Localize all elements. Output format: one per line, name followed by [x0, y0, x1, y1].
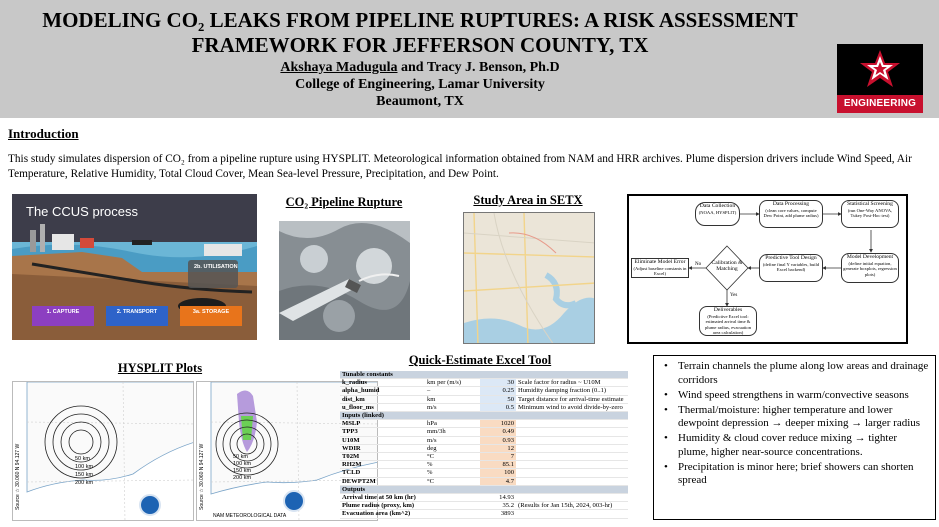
table-row: MSLP hPa 1020 — [340, 420, 628, 428]
inputs-header-row: Inputs (linked) — [340, 412, 628, 420]
table-row: alpha_humid – 0.25 Humidity damping fraction (0..1) — [340, 387, 628, 395]
ring-label-200-right: 200 km — [233, 475, 252, 481]
flow-node-data-processing: Data Processing (clean core values, compute Dew Point, add plume radius) — [759, 200, 823, 228]
flow-node-deliverables: Deliverables (Predictive Excel tool: estimated arrival time & plume radius, evacuation area calculation) — [699, 306, 757, 336]
star-icon — [857, 48, 903, 90]
flow-node-calibration: Calibration & Matching — [711, 260, 743, 272]
poster-header — [0, 0, 939, 118]
ccus-storage-box: 3a. STORAGE — [180, 306, 242, 326]
table-row: T02M °C 7 — [340, 453, 628, 461]
ring-label-100: 100 km — [75, 464, 94, 470]
results-note: (Results for Jan 15th, 2024, 003-hr) — [516, 502, 628, 510]
flow-node-data-collection: Data Collection (NOAA, HYSPLIT) — [695, 202, 740, 226]
table-row: dist_km km 50 Target distance for arrival-time estimate — [340, 395, 628, 403]
table-row: U10M m/s 0.93 — [340, 436, 628, 444]
ring-label-100-right: 100 km — [233, 461, 252, 467]
table-row: WDIR deg 12 — [340, 444, 628, 452]
rupture-image — [279, 221, 410, 340]
methodology-flowchart — [627, 194, 908, 344]
university-logo — [837, 44, 923, 113]
pipeline-heading: CO₂ Pipeline Rupture — [285, 195, 403, 209]
study-area-heading: Study Area in SETX — [473, 193, 583, 207]
excel-tool-table — [340, 371, 628, 519]
table-row: Evacuation area (km^2) 3893 — [340, 510, 628, 518]
map-image — [464, 213, 595, 344]
table-row: k_radius km per (m/s) 30 Scale factor for radius ~ U10M — [340, 379, 628, 387]
poster-title — [30, 8, 810, 58]
author-secondary: and Tracy J. Benson, Ph.D — [397, 60, 560, 75]
source-axis-left: Source ☆ 30.060 N 94.127 W — [15, 443, 21, 510]
flow-node-statistical-screening: Statistical Screening (run One-Way ANOVA, Tukey Post-Hoc test) — [841, 200, 899, 228]
ring-label-150: 150 km — [75, 472, 94, 478]
tunable-header-row: Tunable constants — [340, 371, 628, 379]
outputs-header-row: Outputs — [340, 485, 628, 493]
ccus-transport-box: 2. TRANSPORT — [106, 306, 168, 326]
findings-box — [653, 355, 936, 520]
list-item: • Humidity & cloud cover reduce mixing → tighter plume, higher near-source concentrations. — [662, 432, 929, 459]
table-row: RH2M % 85.1 — [340, 461, 628, 469]
list-item: • Wind speed strengthens in warm/convective seasons — [662, 389, 929, 403]
excel-tool-heading: Quick-Estimate Excel Tool — [408, 353, 552, 367]
hysplit-heading: HYSPLIT Plots — [117, 361, 203, 375]
flow-no-label: No — [695, 262, 702, 267]
meteorological-caption: NAM METEOROLOGICAL DATA — [213, 513, 287, 519]
author-primary: Akshaya Madugula — [280, 60, 398, 75]
flow-yes-label: Yes — [730, 293, 738, 298]
intro-heading: Introduction — [8, 126, 79, 141]
hysplit-plot-left — [12, 381, 194, 521]
ccus-title: The CCUS process — [26, 204, 138, 219]
logo-text: ENGINEERING — [837, 95, 923, 113]
table-row: u_floor_ms m/s 0.5 Minimum wind to avoid divide-by-zero — [340, 403, 628, 411]
city-name: Beaumont, TX — [376, 94, 464, 109]
ccus-infographic — [12, 194, 257, 340]
pipeline-rupture-photo — [279, 221, 410, 340]
list-item: • Thermal/moisture: higher temperature and lower dewpoint depression → deeper mixing → larger radius — [662, 404, 929, 431]
table-row: TCLD % 100 — [340, 469, 628, 477]
ring-label-50: 50 km — [75, 456, 90, 462]
study-area-map — [463, 212, 595, 344]
title-line-2: FRAMEWORK FOR JEFFERSON COUNTY, TX — [191, 33, 649, 57]
table-row: DEWPT2M °C 4.7 — [340, 477, 628, 485]
table-row: Arrival time at 50 km (hr) 14.93 — [340, 494, 628, 502]
author-block — [30, 59, 810, 110]
ccus-capture-box: 1. CAPTURE — [32, 306, 94, 326]
ring-label-50-right: 50 km — [233, 454, 248, 460]
ring-label-200: 200 km — [75, 480, 94, 486]
intro-paragraph: This study simulates dispersion of CO₂ from a pipeline rupture using HYSPLIT. Meteorological information obtained from NAM and HRR archives. Plume dispersion drivers include Wind Speed, Air Temperature, Relative Humidity, Total Cloud Cover, Mean Sea-level Pressure, Precipitation, and Dew Point. — [8, 153, 912, 180]
noaa-logo-icon — [139, 494, 161, 516]
source-axis-right: Source ☆ 30.060 N 94.127 W — [199, 443, 205, 510]
table-row: Plume radius (proxy, km) 35.2 (Results for Jan 15th, 2024, 003-hr) — [340, 502, 628, 510]
flow-node-model-development: Model Development (define initial equation, generate boxplots, regression plots) — [841, 253, 899, 283]
author-line — [30, 59, 810, 76]
ring-label-150-right: 150 km — [233, 468, 252, 474]
list-item: • Terrain channels the plume along low areas and drainage corridors — [662, 360, 929, 387]
findings-list — [662, 360, 929, 488]
list-item: • Precipitation is minor here; brief showers can shorten spread — [662, 461, 929, 488]
ccus-utilisation-label: 2b. UTILISATION — [194, 264, 238, 270]
college-name: College of Engineering, Lamar University — [295, 77, 545, 92]
flow-node-predictive-tool: Predictive Tool Design (define final Y variables, build Excel backend) — [759, 254, 823, 282]
hysplit-map-left — [13, 382, 194, 521]
noaa-logo-icon — [283, 490, 305, 512]
table-row: TPP3 mm/3h 0.49 — [340, 428, 628, 436]
title-line-1: MODELING CO₂ LEAKS FROM PIPELINE RUPTURES: A RISK ASSESSMENT — [42, 8, 798, 32]
flow-node-eliminate-error: Eliminate Model Error (Adjust baseline constants in Excel) — [631, 258, 689, 278]
